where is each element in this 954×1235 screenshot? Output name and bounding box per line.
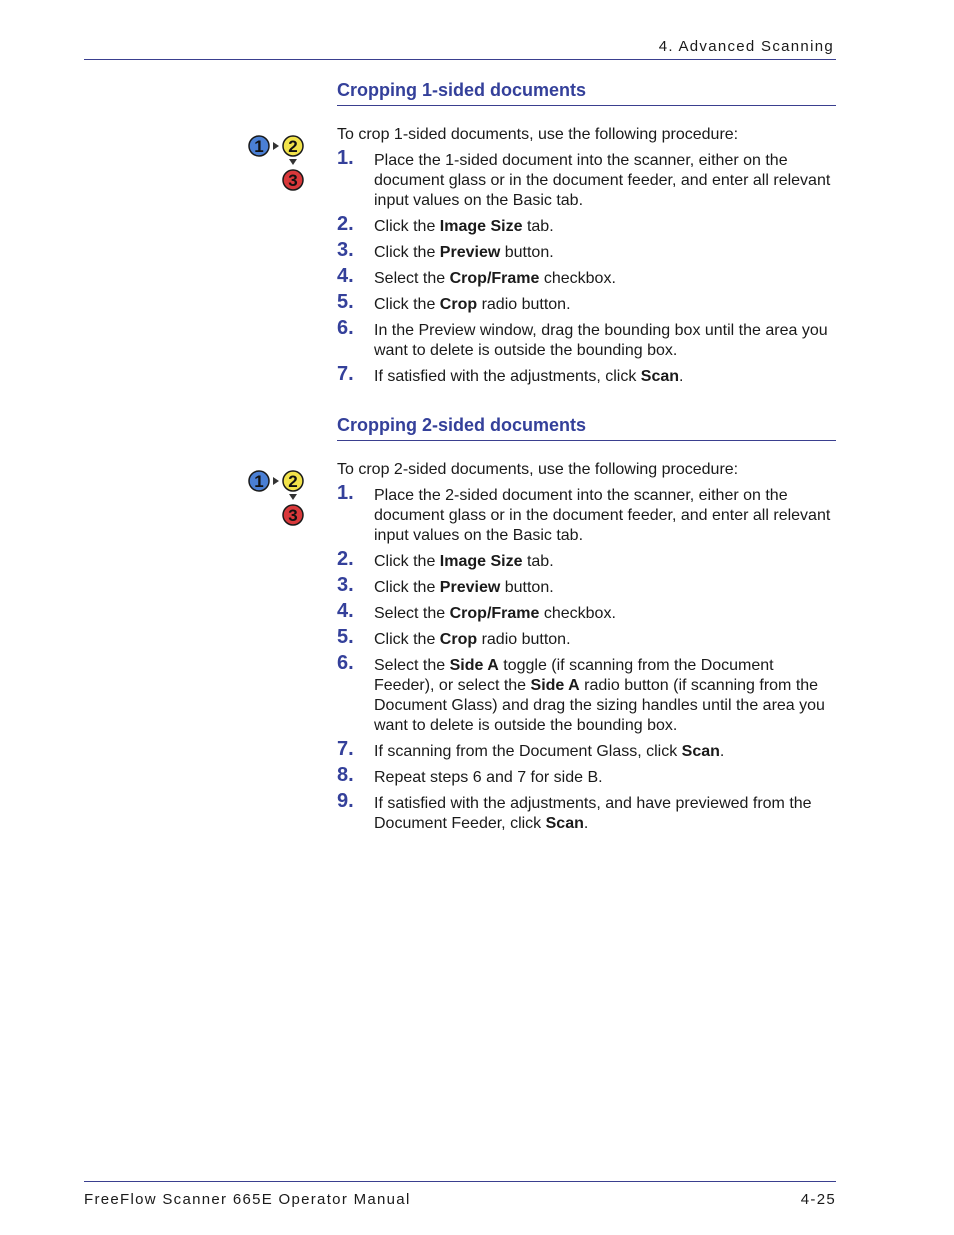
procedure-steps-icon	[246, 130, 308, 192]
step-number: 7.	[337, 738, 354, 760]
footer-rule	[84, 1181, 836, 1182]
page-number: 4-25	[800, 1191, 836, 1208]
intro-text: To crop 1-sided documents, use the following procedure:	[337, 126, 739, 143]
svg-text:3: 3	[288, 171, 298, 190]
step-text: radio button.	[477, 296, 571, 313]
step-text: If satisfied with the adjustments, and have previewed from the Document Feeder, click	[374, 795, 812, 832]
step-item	[337, 548, 836, 572]
manual-title: FreeFlow Scanner 665E Operator Manual	[84, 1191, 411, 1208]
ui-term: Preview	[439, 244, 501, 261]
ui-term: Preview	[439, 579, 501, 596]
step-number: 4.	[337, 265, 354, 287]
step-text: radio button (if scanning from the Document Glass) and drag the sizing handles until the area you want to delete is outside the bounding box.	[374, 677, 825, 734]
section-crop-1-sided	[337, 80, 836, 387]
chapter-title: 4. Advanced Scanning	[658, 38, 834, 55]
step-item	[337, 363, 836, 387]
ui-term: Image Size	[439, 553, 523, 570]
step-text: toggle (if scanning from the Document Feeder), or select the	[374, 657, 774, 694]
step-item	[337, 738, 836, 762]
svg-text:1: 1	[254, 472, 264, 491]
ui-term: Scan	[545, 815, 584, 832]
step-item	[337, 291, 836, 315]
ui-term: Crop/Frame	[449, 270, 540, 287]
step-list	[337, 482, 836, 834]
step-number: 3.	[337, 239, 354, 261]
ui-term: Scan	[640, 368, 680, 385]
step-number: 6.	[337, 317, 354, 339]
step-number: 1.	[337, 147, 354, 169]
step-item	[337, 574, 836, 598]
step-list	[337, 147, 836, 387]
step-number: 6.	[337, 652, 354, 674]
step-text: Select the	[374, 270, 450, 287]
step-number: 1.	[337, 482, 354, 504]
ui-term: Crop	[439, 631, 478, 648]
step-number: 2.	[337, 548, 354, 570]
step-number: 4.	[337, 600, 354, 622]
step-text: Place the 2-sided document into the scanner, either on the document glass or in the document feeder, and enter all relevant input values on the Basic tab.	[374, 487, 831, 544]
step-text: In the Preview window, drag the bounding box until the area you want to delete is outside the bounding box.	[374, 322, 828, 359]
step-item	[337, 239, 836, 263]
step-text: button.	[500, 244, 554, 261]
step-text: button.	[500, 579, 554, 596]
step-text: Click the	[374, 296, 440, 313]
step-item	[337, 265, 836, 289]
step-number: 5.	[337, 291, 354, 313]
ui-term: Side A	[530, 677, 580, 694]
svg-text:1: 1	[254, 137, 264, 156]
ui-term: Side A	[449, 657, 499, 674]
svg-text:3: 3	[288, 506, 298, 525]
step-text: Click the	[374, 244, 440, 261]
step-text: tab.	[522, 553, 554, 570]
ui-term: Crop/Frame	[449, 605, 540, 622]
step-number: 8.	[337, 764, 354, 786]
step-number: 9.	[337, 790, 354, 812]
intro-text: To crop 2-sided documents, use the following procedure:	[337, 461, 739, 478]
step-number: 3.	[337, 574, 354, 596]
step-item	[337, 764, 836, 788]
step-text: Click the	[374, 553, 440, 570]
svg-text:2: 2	[288, 137, 298, 156]
section-crop-2-sided	[337, 415, 836, 834]
procedure-steps-icon	[246, 465, 308, 527]
step-item	[337, 213, 836, 237]
ui-term: Scan	[681, 743, 720, 760]
ui-term: Image Size	[439, 218, 523, 235]
step-text: If scanning from the Document Glass, click	[374, 743, 682, 760]
step-text: If satisfied with the adjustments, click	[374, 368, 641, 385]
step-number: 2.	[337, 213, 354, 235]
step-text: Click the	[374, 579, 440, 596]
step-text: tab.	[522, 218, 554, 235]
step-item	[337, 626, 836, 650]
step-text: .	[679, 368, 684, 385]
section-title: Cropping 2-sided documents	[337, 415, 836, 441]
svg-text:2: 2	[288, 472, 298, 491]
step-text: checkbox.	[539, 605, 616, 622]
step-item	[337, 790, 836, 834]
ui-term: Crop	[439, 296, 478, 313]
step-item	[337, 600, 836, 624]
step-item	[337, 317, 836, 361]
step-text: Click the	[374, 218, 440, 235]
step-text: .	[583, 815, 589, 832]
step-item	[337, 147, 836, 211]
step-text: .	[719, 743, 725, 760]
step-text: radio button.	[477, 631, 571, 648]
step-item	[337, 652, 836, 736]
step-number: 7.	[337, 363, 354, 385]
step-text: Place the 1-sided document into the scanner, either on the document glass or in the document feeder, and enter all relevant input values on the Basic tab.	[374, 152, 831, 209]
header-rule	[84, 59, 836, 60]
step-number: 5.	[337, 626, 354, 648]
step-text: checkbox.	[539, 270, 616, 287]
step-text: Select the	[374, 605, 450, 622]
section-title: Cropping 1-sided documents	[337, 80, 836, 106]
step-text: Repeat steps 6 and 7 for side B.	[374, 769, 603, 786]
step-text: Select the	[374, 657, 450, 674]
step-text: Click the	[374, 631, 440, 648]
step-item	[337, 482, 836, 546]
